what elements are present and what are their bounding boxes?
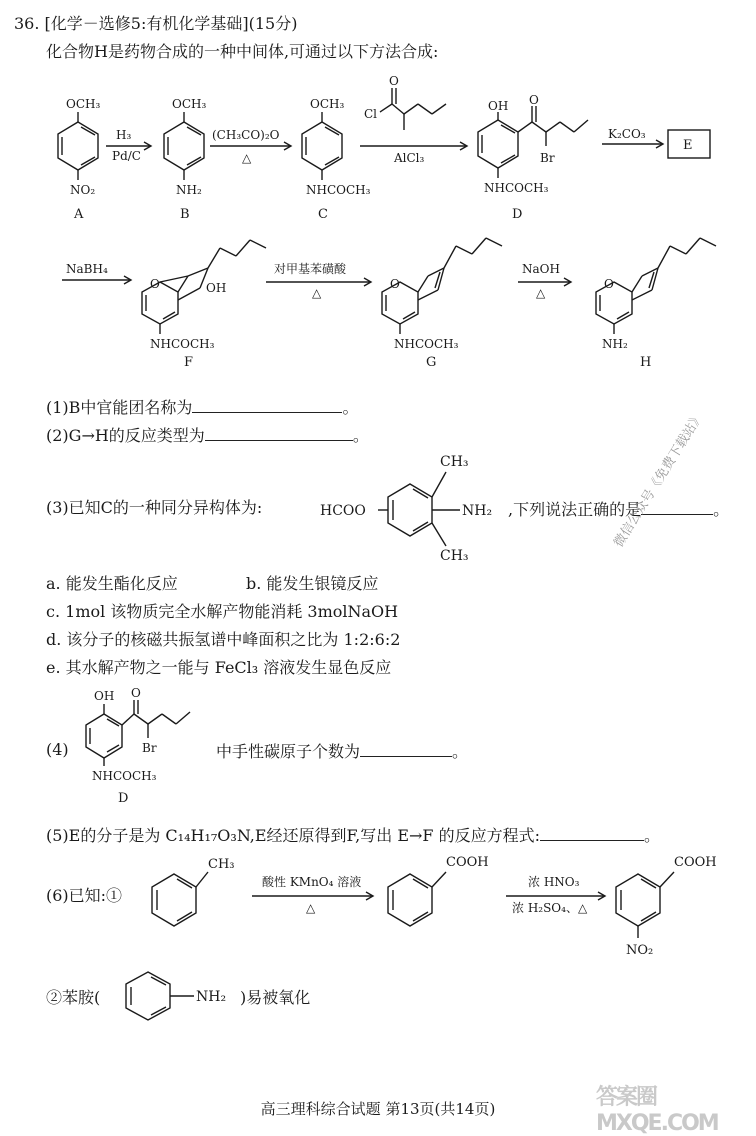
q6-cooh1: COOH — [446, 855, 489, 870]
q6-ch3: CH₃ — [208, 857, 235, 872]
ring-nitrobenzoic — [616, 874, 660, 926]
d-label: D — [512, 207, 523, 222]
r-bc-top: (CH₃CO)₂O — [212, 128, 280, 142]
c-label: C — [318, 207, 328, 222]
question-header: 36. [化学－选修5:有机化学基础](15分) — [14, 14, 298, 33]
reagent-o: O — [389, 74, 399, 88]
isomer-ch3-bottom: CH₃ — [440, 548, 469, 564]
reagent-cl: Cl — [364, 107, 378, 121]
b-label: B — [180, 207, 190, 222]
q4-o: O — [131, 686, 141, 700]
option-a: a. 能发生酯化反应 — [46, 574, 178, 593]
g-o: O — [390, 277, 400, 291]
isomer-nh2: NH₂ — [462, 503, 493, 519]
r-fg-top: 对甲基苯磺酸 — [274, 262, 347, 276]
ring-benzoic — [388, 874, 432, 926]
q6-r1-bottom: △ — [306, 901, 316, 915]
r-ab-top: H₃ — [116, 128, 132, 142]
part-5: (5)E的分子是为 C₁₄H₁₇O₃N,E经还原得到F,写出 E→F 的反应方程式: 。 — [46, 826, 661, 845]
option-b: b. 能发生银镜反应 — [246, 574, 379, 593]
ring-c — [302, 122, 342, 170]
ring-d — [478, 120, 518, 168]
a-top: OCH₃ — [66, 97, 101, 111]
f-o: O — [150, 277, 160, 291]
d-bottom: NHCOCH₃ — [484, 181, 549, 195]
part-1: (1)B中官能团名称为 。 — [46, 398, 359, 417]
question-intro: 化合物H是药物合成的一种中间体,可通过以下方法合成: — [46, 42, 439, 61]
f-label: F — [184, 355, 194, 370]
g-bottom: NHCOCH₃ — [394, 337, 459, 351]
c-top: OCH₃ — [310, 97, 345, 111]
r-de-top: K₂CO₃ — [608, 127, 646, 141]
h-label: H — [640, 355, 652, 370]
q4-oh: OH — [94, 689, 115, 703]
watermark-text: 微信公众号《免费下载站》 — [611, 409, 707, 551]
f-bottom: NHCOCH₃ — [150, 337, 215, 351]
ring-h — [596, 282, 632, 324]
d-br: Br — [540, 151, 555, 165]
a-bottom: NO₂ — [70, 183, 96, 197]
a-label: A — [74, 207, 84, 222]
r-ef-top: NaBH₄ — [66, 262, 108, 276]
ring-g — [382, 282, 418, 324]
g-label: G — [426, 355, 437, 370]
r-gh-bottom: △ — [536, 286, 546, 300]
part-4-prefix: (4) — [46, 740, 69, 759]
r-ab-bottom: Pd/C — [112, 149, 141, 163]
q6-r2-top: 浓 HNO₃ — [528, 875, 580, 889]
part-4: 中手性碳原子个数为 。 — [216, 742, 469, 761]
q6-cooh2: COOH — [674, 855, 717, 870]
ring-f — [142, 282, 178, 324]
option-e: e. 其水解产物之一能与 FeCl₃ 溶液发生显色反应 — [46, 658, 392, 677]
answer-blank-4[interactable] — [360, 740, 452, 757]
q4-bottom: NHCOCH₃ — [92, 769, 157, 783]
watermark-logo: 答案圈 MXQE.COM — [596, 1085, 718, 1136]
part-2: (2)G→H的反应类型为 。 — [46, 426, 369, 445]
ring-aniline — [126, 972, 170, 1020]
e-label: E — [683, 138, 693, 153]
d-oh: OH — [488, 99, 509, 113]
d-o: O — [529, 93, 539, 107]
q6-no2: NO₂ — [626, 943, 654, 958]
part-3-prefix: (3)已知C的一种同分异构体为: — [46, 498, 263, 517]
h-o: O — [604, 277, 614, 291]
q4-label: D — [118, 791, 129, 806]
h-bottom: NH₂ — [602, 337, 628, 351]
answer-blank-2[interactable] — [205, 424, 353, 441]
b-bottom: NH₂ — [176, 183, 202, 197]
option-c: c. 1mol 该物质完全水解产物能消耗 3molNaOH — [46, 602, 399, 621]
option-d: d. 该分子的核磁共振氢谱中峰面积之比为 1:2:6:2 — [46, 630, 401, 649]
ring-a — [58, 122, 98, 170]
answer-blank-5[interactable] — [540, 824, 644, 841]
ring-q4 — [86, 714, 122, 758]
q6-r2-bottom: 浓 H₂SO₄、△ — [512, 901, 588, 915]
isomer-ch3-top: CH₃ — [440, 454, 469, 470]
q4-br: Br — [142, 741, 157, 755]
ring-toluene — [152, 874, 196, 926]
part-6-2-suffix: )易被氧化 — [240, 988, 311, 1007]
b-top: OCH₃ — [172, 97, 207, 111]
r-gh-top: NaOH — [522, 262, 560, 276]
part-6-prefix: (6)已知:① — [46, 886, 123, 905]
part-6-2-prefix: ②苯胺( — [46, 988, 101, 1007]
q6-r1-top: 酸性 KMnO₄ 溶液 — [262, 875, 362, 889]
ring-isomer — [388, 484, 432, 536]
c-bottom: NHCOCH₃ — [306, 183, 371, 197]
r-fg-bottom: △ — [312, 286, 322, 300]
answer-blank-1[interactable] — [192, 396, 342, 413]
r-cd-bottom: AlCl₃ — [394, 151, 425, 165]
ring-b — [164, 122, 204, 170]
r-bc-bottom: △ — [242, 151, 252, 165]
aniline-nh2: NH₂ — [196, 989, 227, 1005]
part-3-suffix: ,下列说法正确的是 。 — [508, 500, 730, 519]
f-oh: OH — [206, 281, 227, 295]
isomer-hcoo: HCOO — [320, 503, 366, 519]
page-footer: 高三理科综合试题 第13页(共14页) — [260, 1100, 496, 1118]
